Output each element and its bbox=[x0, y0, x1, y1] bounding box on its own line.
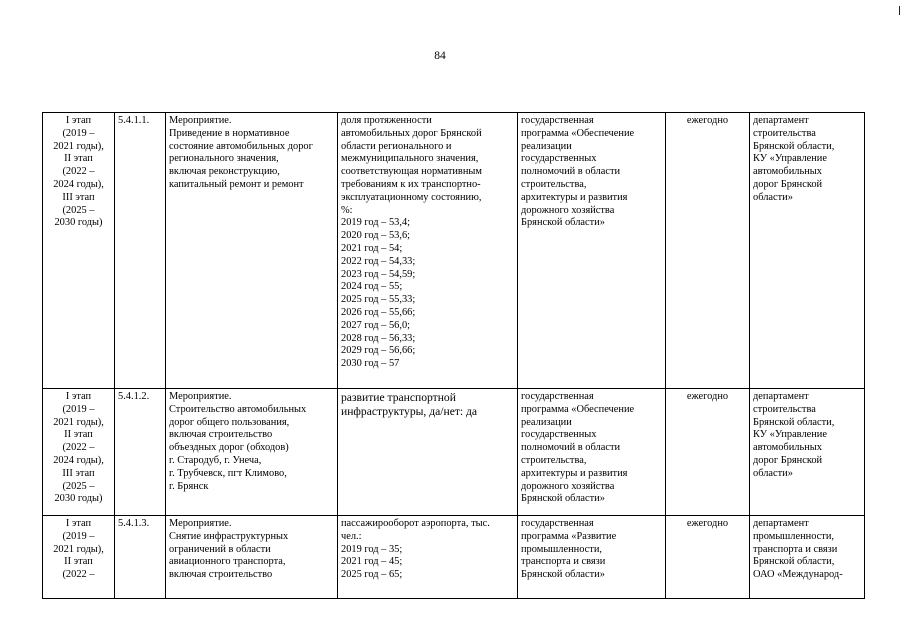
frequency-text: ежегодно bbox=[686, 391, 729, 402]
executor-cell bbox=[750, 389, 865, 516]
code-text: 5.4.1.2. bbox=[118, 391, 150, 402]
program-line: транспорта и связи bbox=[521, 556, 606, 568]
indicator-line: пассажирооборот аэропорта, тыс. bbox=[341, 518, 490, 529]
program-line: программа «Обеспечение bbox=[521, 127, 635, 139]
frequency-cell bbox=[666, 516, 750, 599]
stage-line: II этап bbox=[64, 556, 93, 568]
executor-line: департамент bbox=[753, 391, 809, 402]
code-cell bbox=[115, 113, 166, 389]
indicator-line: 2025 год – 55,33; bbox=[341, 294, 416, 306]
measure-line: объездных дорог (обходов) bbox=[169, 442, 289, 454]
indicator-line: соответствующая нормативным bbox=[341, 166, 482, 178]
stage-line: (2019 – bbox=[62, 530, 95, 542]
stage-line: II этап bbox=[64, 429, 93, 441]
program-cell bbox=[518, 113, 666, 389]
indicator-line: 2019 год – 53,4; bbox=[341, 217, 411, 229]
program-line: реализации bbox=[521, 140, 572, 152]
program-line: дорожного хозяйства bbox=[521, 480, 615, 492]
indicator-line: 2026 год – 55,66; bbox=[341, 306, 416, 318]
indicator-line: 2021 год – 54; bbox=[341, 242, 403, 254]
measure-line: капитальный ремонт и ремонт bbox=[169, 178, 304, 190]
measure-line: Снятие инфраструктурных bbox=[169, 530, 289, 542]
stage-line: III этап bbox=[62, 191, 95, 203]
frequency-text: ежегодно bbox=[686, 518, 729, 529]
executor-line: транспорта и связи bbox=[753, 543, 838, 555]
table-row bbox=[43, 113, 865, 389]
program-line: реализации bbox=[521, 416, 572, 428]
executor-line: автомобильных bbox=[753, 166, 822, 178]
measure-line: г. Брянск bbox=[169, 480, 209, 492]
measure-line: Приведение в нормативное bbox=[169, 127, 290, 139]
stage-line: (2019 – bbox=[62, 403, 95, 415]
indicator-line: 2021 год – 45; bbox=[341, 556, 403, 568]
measure-cell bbox=[166, 389, 338, 516]
indicator-line: 2027 год – 56,0; bbox=[341, 319, 411, 331]
executor-line: дорог Брянской bbox=[753, 178, 823, 190]
stage-line: 2030 годы) bbox=[54, 217, 103, 229]
indicator-line: 2022 год – 54,33; bbox=[341, 255, 416, 267]
program-line: государственных bbox=[521, 429, 597, 441]
executor-line: промышленности, bbox=[753, 530, 834, 542]
measure-line: состояние автомобильных дорог bbox=[169, 140, 313, 152]
program-cell bbox=[518, 389, 666, 516]
indicator-line: 2019 год – 35; bbox=[341, 543, 403, 555]
program-line: полномочий в области bbox=[521, 166, 621, 178]
code-cell bbox=[115, 389, 166, 516]
program-line: строительства, bbox=[521, 454, 587, 466]
program-cell bbox=[518, 516, 666, 599]
stage-cell bbox=[43, 389, 115, 516]
measure-line: включая строительство bbox=[169, 429, 273, 441]
table-row bbox=[43, 516, 865, 599]
measure-line: авиационного транспорта, bbox=[169, 556, 286, 568]
indicator-cell bbox=[338, 516, 518, 599]
program-line: дорожного хозяйства bbox=[521, 204, 615, 216]
indicator-line: 2028 год – 56,33; bbox=[341, 332, 416, 344]
code-text: 5.4.1.3. bbox=[118, 518, 150, 529]
indicator-line: 2030 год – 57 bbox=[341, 358, 400, 370]
measure-line: ограничений в области bbox=[169, 543, 271, 555]
executor-line: дорог Брянской bbox=[753, 454, 823, 466]
stage-line: (2025 – bbox=[62, 204, 95, 216]
measures-table-body bbox=[43, 113, 865, 599]
program-line: программа «Обеспечение bbox=[521, 403, 635, 415]
program-line: Брянской области» bbox=[521, 569, 605, 581]
measure-line: регионального значения, bbox=[169, 153, 279, 165]
program-line: архитектуры и развития bbox=[521, 191, 628, 203]
executor-line: КУ «Управление bbox=[753, 429, 827, 441]
stage-line: (2022 – bbox=[62, 166, 95, 178]
executor-line: департамент bbox=[753, 518, 809, 529]
program-line: Брянской области» bbox=[521, 217, 605, 229]
measure-line: г. Трубчевск, пгт Климово, bbox=[169, 467, 287, 479]
measure-line: Строительство автомобильных bbox=[169, 403, 307, 415]
code-cell bbox=[115, 516, 166, 599]
stage-line: III этап bbox=[62, 467, 95, 479]
program-line: государственная bbox=[521, 115, 594, 126]
program-line: государственная bbox=[521, 518, 594, 529]
executor-line: ОАО «Международ- bbox=[753, 569, 843, 581]
executor-line: Брянской области, bbox=[753, 140, 835, 152]
indicator-line: автомобильных дорог Брянской bbox=[341, 127, 482, 139]
measure-line: включая реконструкцию, bbox=[169, 166, 280, 178]
measure-line: г. Стародуб, г. Унеча, bbox=[169, 454, 262, 466]
stage-line: 2021 годы), bbox=[53, 416, 104, 428]
program-line: программа «Развитие bbox=[521, 530, 617, 542]
measure-line: включая строительство bbox=[169, 569, 273, 581]
indicator-line: инфраструктуры, да/нет: да bbox=[341, 405, 478, 418]
stage-line: I этап bbox=[65, 115, 92, 126]
stage-line: 2021 годы), bbox=[53, 543, 104, 555]
executor-line: Брянской области, bbox=[753, 556, 835, 568]
executor-line: строительства bbox=[753, 403, 816, 415]
stage-line: I этап bbox=[65, 391, 92, 402]
program-line: государственная bbox=[521, 391, 594, 402]
indicator-line: 2023 год – 54,59; bbox=[341, 268, 416, 280]
measure-cell bbox=[166, 113, 338, 389]
indicator-line: %: bbox=[341, 204, 353, 216]
indicator-cell bbox=[338, 113, 518, 389]
stage-line: I этап bbox=[65, 518, 92, 529]
indicator-line: требованиям к их транспортно- bbox=[341, 178, 481, 190]
page-number: 84 bbox=[434, 50, 446, 62]
stage-line: 2021 годы), bbox=[53, 140, 104, 152]
executor-line: Брянской области, bbox=[753, 416, 835, 428]
code-text: 5.4.1.1. bbox=[118, 115, 150, 126]
scan-edge-mark bbox=[899, 6, 900, 15]
frequency-cell bbox=[666, 113, 750, 389]
executor-line: департамент bbox=[753, 115, 809, 126]
stage-line: (2025 – bbox=[62, 480, 95, 492]
indicator-line: развитие транспортной bbox=[341, 391, 456, 404]
stage-cell bbox=[43, 113, 115, 389]
executor-cell bbox=[750, 113, 865, 389]
stage-line: (2022 – bbox=[62, 442, 95, 454]
measure-cell bbox=[166, 516, 338, 599]
executor-line: КУ «Управление bbox=[753, 153, 827, 165]
indicator-line: 2020 год – 53,6; bbox=[341, 230, 411, 242]
frequency-cell bbox=[666, 389, 750, 516]
executor-line: строительства bbox=[753, 127, 816, 139]
measure-line: Мероприятие. bbox=[169, 115, 232, 126]
measures-table bbox=[42, 112, 865, 599]
indicator-line: 2024 год – 55; bbox=[341, 281, 403, 293]
executor-line: области» bbox=[753, 467, 793, 479]
frequency-text: ежегодно bbox=[686, 115, 729, 126]
stage-line: 2024 годы), bbox=[53, 178, 104, 190]
program-line: промышленности, bbox=[521, 543, 602, 555]
indicator-line: 2025 год – 65; bbox=[341, 569, 403, 581]
stage-line: 2024 годы), bbox=[53, 454, 104, 466]
program-line: государственных bbox=[521, 153, 597, 165]
stage-cell bbox=[43, 516, 115, 599]
table-row bbox=[43, 389, 865, 516]
program-line: полномочий в области bbox=[521, 442, 621, 454]
indicator-cell bbox=[338, 389, 518, 516]
executor-cell bbox=[750, 516, 865, 599]
stage-line: (2022 – bbox=[62, 569, 95, 581]
program-line: Брянской области» bbox=[521, 493, 605, 505]
indicator-line: межмуниципального значения, bbox=[341, 153, 479, 165]
stage-line: 2030 годы) bbox=[54, 493, 103, 505]
indicator-line: доля протяженности bbox=[341, 115, 432, 126]
program-line: строительства, bbox=[521, 178, 587, 190]
indicator-line: эксплуатационному состоянию, bbox=[341, 191, 482, 203]
indicator-line: области регионального и bbox=[341, 140, 452, 152]
executor-line: автомобильных bbox=[753, 442, 822, 454]
indicator-line: 2029 год – 56,66; bbox=[341, 345, 416, 357]
executor-line: области» bbox=[753, 191, 793, 203]
measure-line: Мероприятие. bbox=[169, 518, 232, 529]
measure-line: Мероприятие. bbox=[169, 391, 232, 402]
stage-line: II этап bbox=[64, 153, 93, 165]
program-line: архитектуры и развития bbox=[521, 467, 628, 479]
measure-line: дорог общего пользования, bbox=[169, 416, 290, 428]
stage-line: (2019 – bbox=[62, 127, 95, 139]
indicator-line: чел.: bbox=[341, 530, 362, 542]
